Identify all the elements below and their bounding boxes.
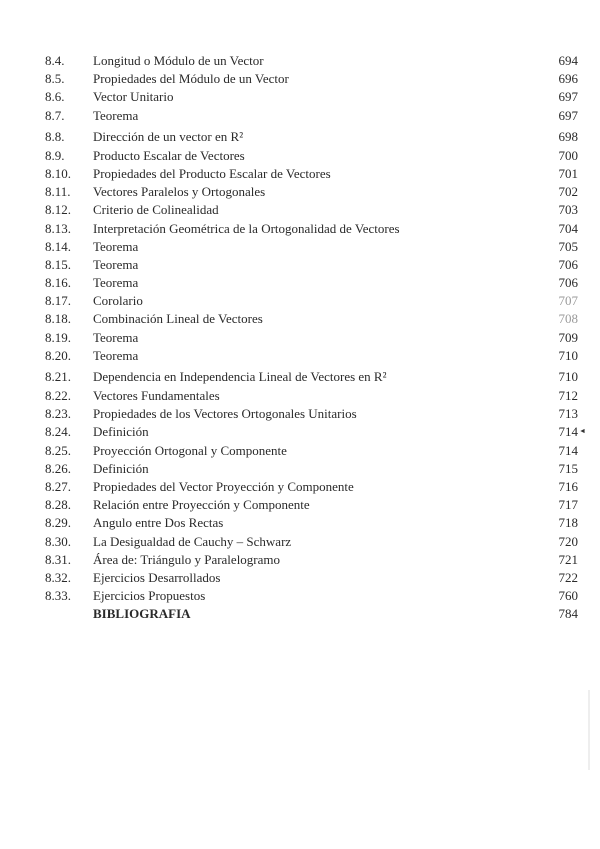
toc-entry-title: La Desigualdad de Cauchy – Schwarz	[93, 533, 292, 549]
toc-entry-number: 8.28.	[45, 497, 71, 513]
toc-entry-title: BIBLIOGRAFIA	[93, 606, 191, 622]
toc-entry-page: 714	[558, 424, 578, 440]
toc-entry-number: 8.31.	[45, 551, 71, 567]
toc-entry-page: 705	[558, 238, 578, 254]
toc-entry-number: 8.27.	[45, 478, 71, 494]
toc-entry-page: 718	[558, 515, 578, 531]
toc-entry	[0, 423, 600, 441]
toc-entry-page: 713	[558, 406, 578, 422]
toc-entry-title: Corolario	[93, 293, 143, 309]
toc-entry-page: 716	[558, 478, 578, 494]
toc-entry	[0, 514, 600, 532]
toc-entry	[0, 147, 600, 165]
toc-entry-title: Teorema	[93, 238, 139, 254]
toc-entry-number: 8.17.	[45, 293, 71, 309]
toc-entry-number: 8.5.	[45, 71, 65, 87]
toc-entry-page: 712	[558, 388, 578, 403]
toc-entry	[0, 442, 600, 460]
toc-entry-page: 697	[558, 107, 578, 123]
toc-entry-page: 709	[558, 329, 578, 345]
toc-entry	[0, 201, 600, 219]
toc-entry-number: 8.29.	[45, 515, 71, 531]
toc-entry-page: 784	[558, 606, 578, 622]
toc-entry-page: 715	[558, 460, 578, 476]
toc-entry-page: 710	[558, 347, 578, 363]
toc-entry	[0, 460, 600, 478]
toc-entry	[0, 238, 600, 256]
toc-entry-title: Relación entre Proyección y Componente	[93, 497, 310, 513]
toc-entry-number: 8.11.	[45, 184, 71, 200]
toc-entry-title: Teorema	[93, 329, 139, 345]
toc-entry-page: 720	[558, 533, 578, 549]
toc-entry-number: 8.8.	[45, 128, 65, 144]
toc-entry	[0, 183, 600, 201]
toc-entry	[0, 365, 600, 387]
toc-entry-title: Dependencia en Independencia Lineal de Vectores en R²	[93, 369, 387, 384]
toc-entry	[0, 125, 600, 147]
toc-entry-number: 8.4.	[45, 53, 65, 68]
toc-entry	[0, 569, 600, 587]
toc-entry	[0, 70, 600, 88]
toc-entry	[0, 347, 600, 365]
toc-entry	[0, 165, 600, 183]
toc-entry-page: 714	[558, 442, 578, 458]
toc-entry	[0, 52, 600, 70]
toc-entry	[0, 292, 600, 310]
toc-entry-title: Propiedades de los Vectores Ortogonales Unitarios	[93, 406, 357, 422]
toc-entry	[0, 405, 600, 423]
toc-entry	[0, 533, 600, 551]
toc-entry-number: 8.7.	[45, 107, 65, 123]
toc-entry-number: 8.24.	[45, 424, 71, 440]
toc-entry-title: Teorema	[93, 275, 139, 291]
toc-entry-title: Definición	[93, 460, 149, 476]
toc-entry-page: 698	[558, 128, 578, 144]
toc-entry-page: 721	[558, 551, 578, 567]
toc-entry-page: 760	[558, 588, 578, 604]
toc-entry-number: 8.22.	[45, 388, 71, 403]
toc-entry-page: 700	[558, 147, 578, 163]
toc-entry-page: 708	[558, 311, 578, 327]
toc-entry-page: 701	[558, 165, 578, 181]
toc-entry-number: 8.26.	[45, 460, 71, 476]
toc-entry-page: 706	[558, 256, 578, 272]
toc-entry	[0, 605, 600, 623]
toc-entry	[0, 587, 600, 605]
toc-entry-number: 8.15.	[45, 256, 71, 272]
toc-entry	[0, 220, 600, 238]
toc-entry-number: 8.12.	[45, 202, 71, 218]
toc-entry-title: Vector Unitario	[93, 89, 174, 105]
toc-entry-number: 8.32.	[45, 569, 71, 585]
toc-entry-page: 710	[558, 369, 578, 384]
toc-entry-page: 722	[558, 569, 578, 585]
toc-entry	[0, 329, 600, 347]
toc-entry	[0, 387, 600, 405]
toc-entry	[0, 478, 600, 496]
toc-entry-title: Teorema	[93, 107, 139, 123]
toc-entry	[0, 88, 600, 106]
toc-entry-number: 8.19.	[45, 329, 71, 345]
toc-entry-page: 697	[558, 89, 578, 105]
toc-entry	[0, 274, 600, 292]
toc-entry-page: 694	[558, 53, 578, 68]
toc-entry-page: 702	[558, 184, 578, 200]
table-of-contents	[0, 52, 600, 623]
toc-entry-title: Vectores Paralelos y Ortogonales	[93, 184, 266, 200]
toc-entry-title: Combinación Lineal de Vectores	[93, 311, 263, 327]
toc-entry-number: 8.20.	[45, 347, 71, 363]
toc-entry-title: Ejercicios Desarrollados	[93, 569, 221, 585]
toc-entry-title: Angulo entre Dos Rectas	[93, 515, 224, 531]
margin-mark-icon: ◄	[579, 427, 586, 435]
toc-entry-page: 704	[558, 220, 578, 236]
toc-entry-title: Propiedades del Vector Proyección y Componente	[93, 478, 354, 494]
toc-entry-title: Longitud o Módulo de un Vector	[93, 53, 264, 68]
toc-entry-number: 8.23.	[45, 406, 71, 422]
toc-entry-number: 8.33.	[45, 588, 71, 604]
toc-entry-title: Teorema	[93, 347, 139, 363]
toc-entry-number: 8.16.	[45, 275, 71, 291]
toc-entry-page: 703	[558, 202, 578, 218]
toc-entry-title: Ejercicios Propuestos	[93, 588, 206, 604]
toc-entry-title: Dirección de un vector en R²	[93, 128, 244, 144]
toc-entry-title: Definición	[93, 424, 149, 440]
toc-entry	[0, 256, 600, 274]
toc-entry-number: 8.30.	[45, 533, 71, 549]
toc-entry-page: 706	[558, 275, 578, 291]
toc-entry-number: 8.18.	[45, 311, 71, 327]
toc-entry-title: Proyección Ortogonal y Componente	[93, 442, 287, 458]
toc-entry	[0, 496, 600, 514]
toc-entry-number: 8.10.	[45, 165, 71, 181]
toc-entry-title: Vectores Fundamentales	[93, 388, 220, 403]
toc-entry-title: Propiedades del Producto Escalar de Vectores	[93, 165, 331, 181]
toc-entry	[0, 551, 600, 569]
toc-entry-page: 707	[558, 293, 578, 309]
toc-entry-title: Propiedades del Módulo de un Vector	[93, 71, 289, 87]
toc-entry	[0, 310, 600, 328]
toc-entry-number: 8.14.	[45, 238, 71, 254]
toc-entry-number: 8.25.	[45, 442, 71, 458]
toc-entry-page: 696	[558, 71, 578, 87]
toc-entry-title: Criterio de Colinealidad	[93, 202, 219, 218]
toc-entry-number: 8.21.	[45, 369, 71, 384]
toc-entry-title: Interpretación Geométrica de la Ortogonalidad de Vectores	[93, 220, 400, 236]
toc-entry	[0, 107, 600, 125]
page-edge-shadow	[588, 690, 590, 770]
toc-entry-title: Teorema	[93, 256, 139, 272]
toc-entry-title: Área de: Triángulo y Paralelogramo	[93, 551, 281, 567]
toc-entry-title: Producto Escalar de Vectores	[93, 147, 245, 163]
toc-entry-number: 8.9.	[45, 147, 65, 163]
toc-entry-number: 8.6.	[45, 89, 65, 105]
toc-entry-page: 717	[558, 497, 578, 513]
toc-entry-number: 8.13.	[45, 220, 71, 236]
